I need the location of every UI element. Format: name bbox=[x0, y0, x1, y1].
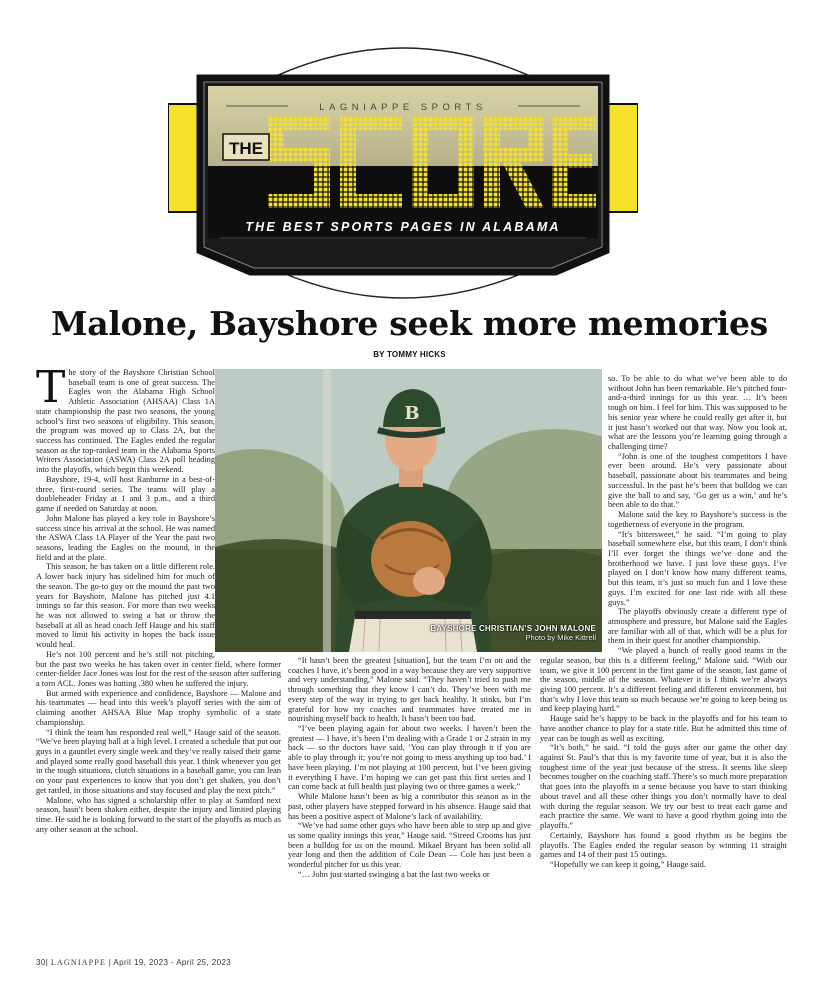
footer-separator: | bbox=[45, 958, 49, 967]
article-paragraph: John Malone has played a key role in Bayshore’s success since his arrival at the school. He was named the ASWA Class 1A Player of the Year the past two seasons, leading the Eagles on the mound, in the field and at the plate. bbox=[36, 513, 215, 562]
article-paragraph: “We played a bunch of really good teams in the regular season, but this is a different feeling,” Malone said. “With our team, we give it 100 percent in the first game of the season, last game of the season, middle of the season. Whatever it is I think we’re always giving 100 percent. It’s a different feeling and different environment, but that’s why I love this team so much because we’re going to keep being us and keep playing hard.” bbox=[540, 646, 787, 714]
article-paragraph: Certainly, Bayshore has found a good rhythm as he begins the playoffs. The Eagles ended the regular season by winning 11 straight games and 14 of their past 15 outings. bbox=[540, 830, 787, 860]
article-paragraph: The story of the Bayshore Christian School baseball team is one of great success. The Eagles won the Alabama High School Athletic Association (AHSAA) Class 1A state championship the past two seasons, the young school’s first two seasons of eligibility. This season, the program was moved up to Class 2A, but the success has continued. The Eagles ended the regular season as the top-ranked team in the Alabama Sports Writers Association (ASWA) Class 2A poll heading into the playoffs, which begin this weekend. bbox=[36, 368, 215, 475]
the-score-logo bbox=[168, 42, 638, 302]
cap-letter: B bbox=[404, 403, 420, 424]
footer-separator: | bbox=[108, 958, 112, 967]
article-paragraph: so. To be able to do what we’ve been able to do without John has been remarkable. He’s pitched four-and-a-third innings for us this year. … It’s been tough on him. I feel for him. This was supposed to be his senior year where he could really get after it, but it just hasn’t worked out that way. Now you look at, what are the lessons you’re learning going through a challenging time? bbox=[608, 374, 787, 452]
article-byline: BY TOMMY HICKS bbox=[373, 350, 446, 359]
logo-top-line: LAGNIAPPE SPORTS bbox=[319, 102, 487, 113]
article-paragraph: This season, he has taken on a little different role. A lower back injury has sidelined him for much of the season. The go-to guy on the mound the past two years for Bayshore, Malone has pitched just 4.1 innings so far this season. For more than two weeks he was not allowed to swing a bat or throw the baseball at all as head coach Jeff Hauge and his staff moved to limit his activity in hopes the back issue would heal. bbox=[36, 562, 215, 650]
article-paragraph: “I’ve been playing again for about two weeks. I haven’t been the greatest — I have, it’s been I’m dealing with a Grade 1 or 2 strain in my back — so the doctors have said, ‘You can play through it if you are able to play through it; you’re not going to mess anything up too bad.’ I have been playing. I’m not playing at 100 percent, but I’ve been giving it everything I have. I’m hoping we can get past this first series and I can come back at full health just playing two or three games a week.” bbox=[288, 724, 531, 792]
article-paragraph: Malone, who has signed a scholarship offer to play at Samford next season, hasn’t been shaken either, despite the injury and limited playing time. He said he is looking forward to the start of the playoffs as much as any other season at the school. bbox=[36, 795, 281, 834]
footer-brand: LAGNIAPPE bbox=[50, 958, 107, 967]
article-paragraph: Bayshore, 19-4, will host Ranburne in a best-of-three, first-round series. The teams will play a doubleheader Friday at 1 and 3 p.m., and a third game if needed on Saturday at noon. bbox=[36, 474, 215, 514]
article-paragraph: “It hasn’t been the greatest [situation], but the team I’m on and the coaches I have, it’s been good in a way because they are very supportive and very understanding,” Malone said. “They haven’t tried to push me through something that they know I can’t do. They’ve been with me every step of the way in trying to get back healthy. It stinks, but I’m grateful for how my coaches and teammates have treated me in nourishing myself back to health. It hasn’t been too bad. bbox=[288, 656, 531, 724]
article-headline: Malone, Bayshore seek more memories bbox=[51, 304, 768, 343]
article-paragraph: “It’s both,” he said. “I told the guys after our game the other day against St. Paul’s that this is my favorite time of year, but it is also the toughest time of the year just because of the stress. It seems like sleep becomes tougher on the coaching staff. There’s so much more preparation that goes into the playoffs in a sense because you have to start thinking about travel and all these other things you don’t normally have to deal with during the regular season. We try our best to treat each game and each practice the same. We want to have a good rhythm going into the playoffs.” bbox=[540, 743, 787, 831]
article-column-3 bbox=[540, 374, 787, 930]
article-paragraph: “… John just started swinging a bat the last two weeks or bbox=[298, 869, 490, 879]
photo-wrap-spacer bbox=[540, 374, 608, 650]
article-paragraph: He’s not 100 percent and he’s still not pitching, but the past two weeks he has taken over in center field, where former center-fielder Jace Jones was lost for the rest of the season after suffering a torn ACL. Jones was batting .380 when he suffered the injury. bbox=[36, 649, 281, 688]
drop-cap: T bbox=[36, 368, 66, 413]
logo-the-text: THE bbox=[229, 139, 263, 158]
article-column-2 bbox=[288, 656, 531, 930]
article-paragraph: “It’s bittersweet,” he said. “I’m going to play baseball somewhere else, but this team, I don’t think I’ll ever forget the things we’ve done and the brotherhood we have. I just love these guys. I’ve played on I don’t know how many different teams, but this team, it’s just so much fun and I love these guys. I’m excited for one last ride with all these guys.” bbox=[608, 529, 787, 607]
article-paragraph: While Malone hasn’t been as big a contributor this season as in the past, other players have stepped forward in his absence. Hauge said that has been a positive aspect of Malone’s lack of availability. bbox=[288, 792, 531, 821]
photo-credit: Photo by Mike Kittrell bbox=[525, 633, 596, 642]
article-paragraph: “John is one of the toughest competitors I have ever been around. He’s very passionate about baseball, passionate about his teammates and being successful. In the past he’s been that bulldog we can give the ball to and say, ‘Go get us a win,’ and he’s been able to do that.” bbox=[608, 451, 787, 510]
logo-tagline: THE BEST SPORTS PAGES IN ALABAMA bbox=[245, 220, 561, 234]
article-paragraph: The playoffs obviously create a different type of atmosphere and pressure, but Malone said the Eagles are familiar with all of that, which will be a plus for them in their quest for another championship. bbox=[608, 607, 787, 646]
page-number: 30 bbox=[36, 958, 46, 967]
article-paragraph: “Hopefully we can keep it going,” Hauge said. bbox=[550, 859, 706, 869]
article-paragraph: But armed with experience and confidence, Bayshore — Malone and his teammates — head into this week’s playoff series with the aim of claiming another AHSAA Blue Map trophy symbolic of a state championship. bbox=[36, 688, 281, 727]
page-footer bbox=[36, 958, 231, 967]
photo-caption-text: BAYSHORE CHRISTIAN’S JOHN MALONE bbox=[430, 624, 596, 633]
footer-date-range: April 19, 2023 - April 25, 2023 bbox=[113, 958, 232, 967]
article-paragraph: “We’ve had some other guys who have been able to step up and give us some quality innings this year,” Hauge said. “Streed Crooms has just been a bulldog for us on the mound. Mikael Bryant has been solid all year long and then the addition of Cole Dean — Cole has just been a wonderful pitcher for us this year. bbox=[288, 821, 531, 870]
article-paragraph: Malone said the key to Bayshore’s success is the togetherness of everyone in the program. bbox=[608, 510, 787, 529]
article-paragraph: “I think the team has responded real well,” Hauge said of the season. “We’ve been playing ball at a high level. I created a schedule that put our guys in a gauntlet every single week and they’ve really raised their game and played some really good baseball this year. I think whenever you get in the tough situations, clutch situations in a baseball game, you can lean on your past experiences to know that you don’t get shaken, you don’t get rattled, in those situations and stay focused and play the next pitch.” bbox=[36, 727, 281, 795]
article-paragraph: Hauge said he’s happy to be back in the playoffs and for his team to have another chance to play for a state title. But he admitted this time of year can be tough as well as exciting. bbox=[540, 714, 787, 743]
